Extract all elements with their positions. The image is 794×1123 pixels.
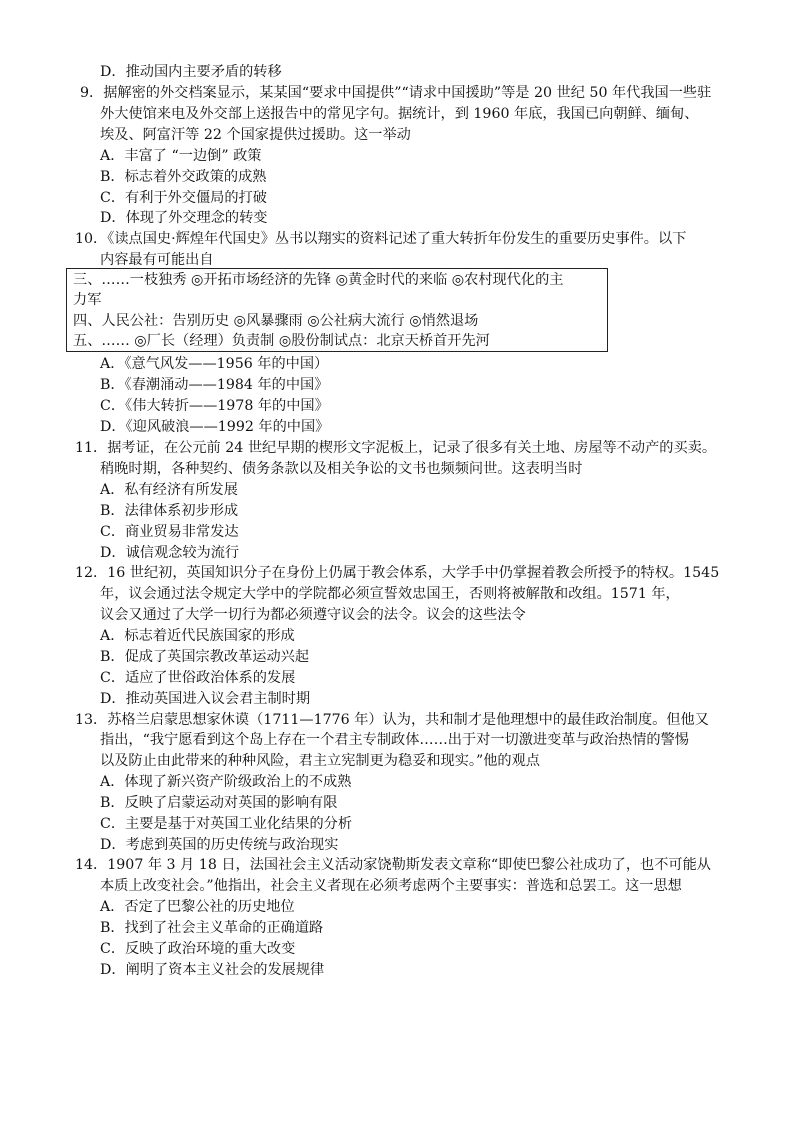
q10-box-line-4: 五、…… ◎厂长（经理）负责制 ◎股份制试点：北京天桥首开先河	[73, 333, 490, 349]
q10-option-b: B．《春潮涌动——1984 年的中国》	[100, 377, 329, 393]
q9-option-b: B．标志着外交政策的成熟	[100, 169, 267, 185]
q11-option-a: A．私有经济有所发展	[100, 482, 238, 498]
q10-stem-line-1: 10．《读点国史·辉煌年代国史》丛书以翔实的资料记述了重大转折年份发生的重要历史事件。以下	[75, 231, 687, 247]
q12-option-d: D．推动英国进入议会君主制时期	[100, 691, 311, 707]
q9-stem-line-1: 9．据解密的外交档案显示，某某国“要求中国提供”“请求中国援助”等是 20 世纪 50 年代我国一些驻	[80, 85, 712, 101]
q13-stem-line-2: 指出，“我宁愿看到这个岛上存在一个君主专制政体……出于对一切激进变革与政治热情的警惕	[100, 732, 689, 748]
q14-option-a: A．否定了巴黎公社的历史地位	[100, 899, 295, 915]
q14-stem-line-1: 14．1907 年 3 月 18 日，法国社会主义活动家饶勒斯发表文章称“即使巴黎公社成功了，也不可能从	[75, 857, 711, 873]
q14-option-c: C．反映了政治环境的重大改变	[100, 941, 296, 957]
q11-stem-line-1: 11．据考证，在公元前 24 世纪早期的楔形文字泥板上，记录了很多有关土地、房屋等不动产的买卖。	[75, 440, 717, 456]
q14-stem-line-2: 本质上改变社会。”他指出，社会主义者现在必须考虑两个主要事实：普选和总罢工。这一思想	[100, 878, 682, 894]
q13-stem-line-1: 13．苏格兰启蒙思想家休谟（1711—1776 年）认为，共和制才是他理想中的最佳政治制度。但他又	[75, 712, 709, 728]
q14-option-d: D．阐明了资本主义社会的发展规律	[100, 962, 325, 978]
q10-box-line-2: 力军	[73, 292, 102, 308]
q8-option-d: D．推动国内主要矛盾的转移	[100, 64, 282, 80]
q10-option-a: A．《意气风发——1956 年的中国）	[100, 356, 329, 372]
q14-option-b: B．找到了社会主义革命的正确道路	[100, 920, 324, 936]
q12-stem-line-2: 年，议会通过法令规定大学中的学院都必须宣誓效忠国王，否则将被解散和改组。1571 年，	[100, 586, 680, 602]
q12-stem-line-1: 12．16 世纪初，英国知识分子在身份上仍属于教会体系，大学手中仍掌握着教会所授予的特权。1545	[75, 565, 720, 581]
q9-option-d: D．体现了外交理念的转变	[100, 210, 268, 226]
q13-option-a: A．体现了新兴资产阶级政治上的不成熟	[100, 774, 352, 790]
q10-option-d: D．《迎风破浪——1992 年的中国》	[100, 419, 330, 435]
q13-option-b: B．反映了启蒙运动对英国的影响有限	[100, 795, 338, 811]
q11-option-b: B．法律体系初步形成	[100, 503, 239, 519]
q10-option-c: C．《伟大转折——1978 年的中国》	[100, 398, 329, 414]
q10-stem-line-2: 内容最有可能出自	[100, 252, 214, 268]
q10-box-line-3: 四、人民公社：告别历史 ◎风暴骤雨 ◎公社病大流行 ◎悄然退场	[73, 313, 479, 329]
q12-stem-line-3: 议会又通过了大学一切行为都必须遵守议会的法令。议会的这些法令	[100, 607, 526, 623]
q9-option-c: C．有利于外交僵局的打破	[100, 190, 267, 206]
q11-option-d: D．诚信观念较为流行	[100, 545, 240, 561]
q12-option-c: C．适应了世俗政治体系的发展	[100, 670, 296, 686]
q13-option-d: D．考虑到英国的历史传统与政治现实	[100, 837, 339, 853]
q10-box-line-1: 三、……一枝独秀 ◎开拓市场经济的先锋 ◎黄金时代的来临 ◎农村现代化的主	[73, 272, 564, 288]
q9-stem-line-3: 埃及、阿富汗等 22 个国家提供过援助。这一举动	[100, 127, 411, 143]
q11-stem-line-2: 稍晚时期，各种契约、债务条款以及相关争讼的文书也频频问世。这表明当时	[100, 461, 583, 477]
q9-stem-line-2: 外大使馆来电及外交部上送报告中的常见字句。据统计，到 1960 年底，我国已向朝鲜、缅甸、	[100, 106, 699, 122]
q12-option-a: A．标志着近代民族国家的形成	[100, 628, 295, 644]
q9-option-a: A．丰富了 “一边倒” 政策	[100, 148, 262, 164]
q13-stem-line-3: 以及防止由此带来的种种风险，君主立宪制更为稳妥和现实。”他的观点	[100, 753, 540, 769]
q12-option-b: B．促成了英国宗教改革运动兴起	[100, 649, 310, 665]
q13-option-c: C．主要是基于对英国工业化结果的分析	[100, 816, 353, 832]
q11-option-c: C．商业贸易非常发达	[100, 524, 239, 540]
q10-excerpt-box	[66, 268, 608, 352]
